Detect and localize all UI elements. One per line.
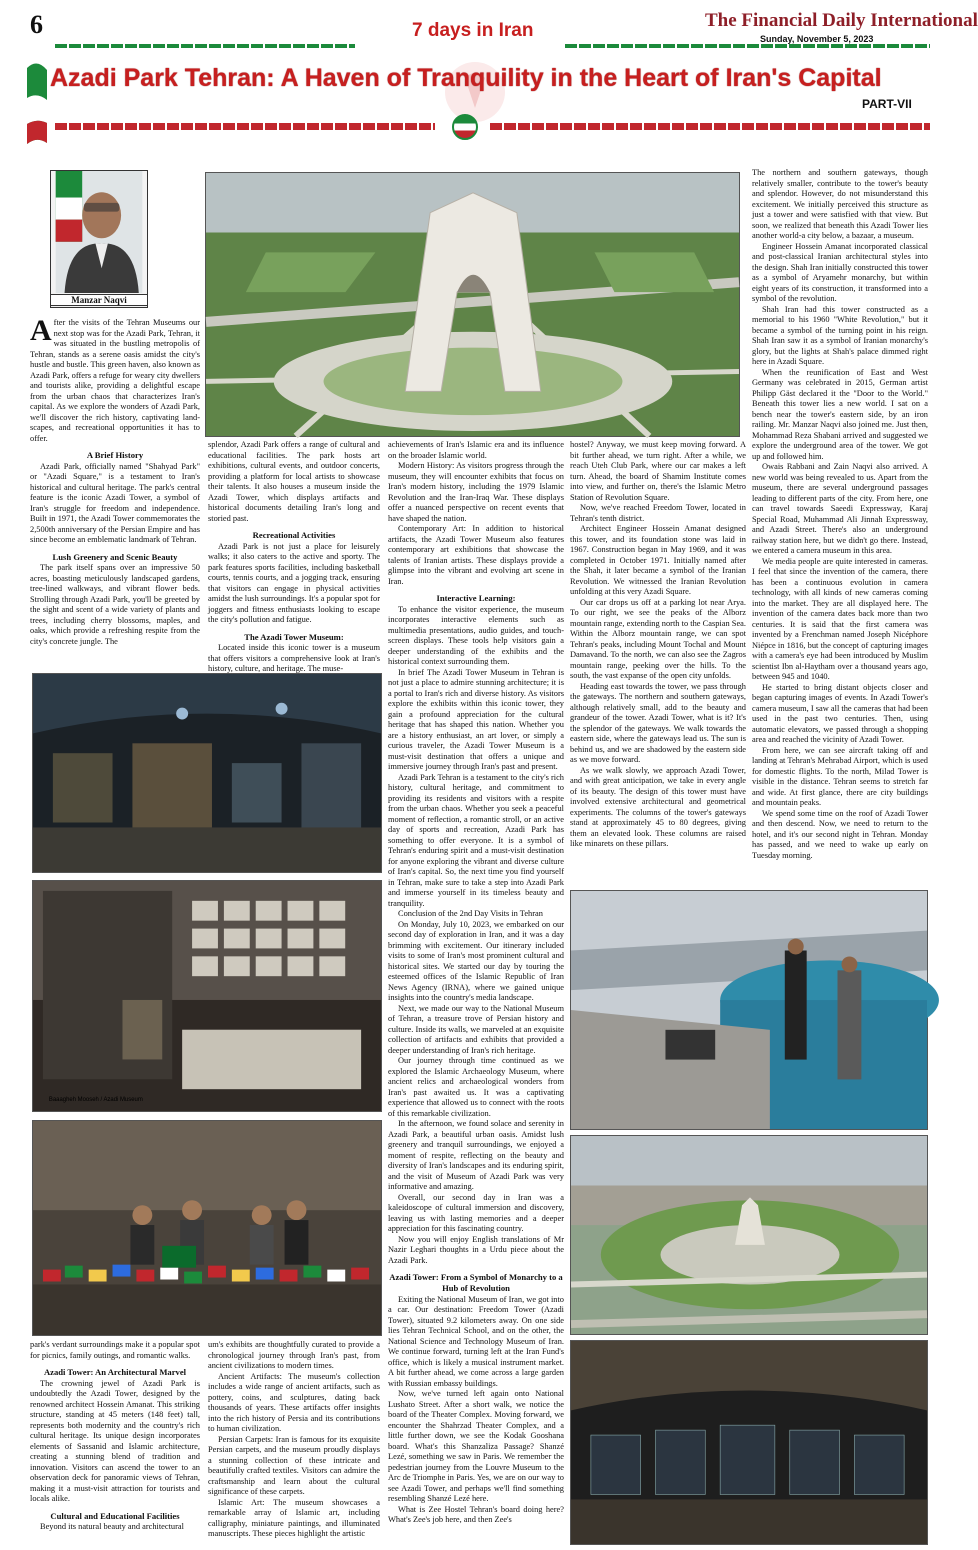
subhead-recreational: Recreational Activities bbox=[252, 530, 336, 540]
newspaper-name: The Financial Daily International bbox=[705, 10, 978, 31]
subhead-brief-history: A Brief History bbox=[86, 450, 144, 460]
intro-paragraph bbox=[30, 314, 200, 444]
paragraph: To enhance the visitor experience, the museum incorporates interactive elements such as multimedia presentations, audio guides, and touch-screen displays. These tools help visitors gain a deeper understanding of the exhibits and the historical context surrounding them. bbox=[388, 604, 564, 667]
paragraph: Azadi Park, officially named "Shahyad Park" or "Azadi Square," is a testament to Iran's historical and cultural heritage. The park's central feature is the iconic Azadi Tower, a symbol of Iran's struggle for freedom and independence. Built in 1971, the Azadi Tower commemorates the 2,500th anniversary of the Persian Empire and has since become an emblematic landmark of Tehran. bbox=[30, 461, 200, 545]
paragraph: Ancient Artifacts: The museum's collection includes a wide range of ancient artifacts, such as pottery, coins, and sculptures, dating back thousands of years. These artifacts offer insights into the rich history of Persia and its contributions to human civilization. bbox=[208, 1371, 380, 1433]
subhead-greenery: Lush Greenery and Scenic Beauty bbox=[52, 551, 178, 562]
subhead-tower-museum: The Azadi Tower Museum: bbox=[244, 631, 344, 642]
paragraph: Conclusion of the 2nd Day Visits in Tehran bbox=[398, 909, 543, 919]
paragraph: Engineer Hossein Amanat incorporated classical and post-classical Iranian architectural styles into the design. Shah Iran initially constructed this tower as a symbol of Aryamehr monarchy, but within eight years of its construction, it transformed into a symbol of the revolution. bbox=[752, 241, 928, 303]
paragraph: In brief The Azadi Tower Museum in Tehran is not just a place to admire stunning architecture; it is a portal to Iran's rich and diverse history. As visitors explore the exhibits within this iconic tower, they gain a profound appreciation for the cultural heritage that has shaped this nation. Whether you are a history enthusiast, an art lover, or simply a curious traveler, the Azadi Tower Museum is a must-visit destination that offers a unique and immersive journey through Iran's past and present. bbox=[388, 667, 564, 772]
part-label: PART-VII bbox=[862, 97, 912, 111]
section-label: 7 days in Iran bbox=[412, 20, 534, 41]
paragraph: Heading east towards the tower, we pass through the gateways. The northern and southern gateways, although relatively small, add to the beauty and grandeur of the tower. Azadi Tower, what is it? It's the splendor of the gateways. We walk towards the eastern side, where the gateways lead us. The sun is behind us, and we are shadowed by the eastern side as we move forward. bbox=[570, 681, 746, 764]
photo-camera-museum bbox=[32, 880, 382, 1112]
paragraph: Modern History: As visitors progress through the museum, they will encounter exhibits that focus on Iran's modern history, including the 1979 Islamic Revolution and the Iran-Iraq War. These displays offer a nuanced perspective on recent events that have shaped the nation. bbox=[388, 461, 564, 523]
drop-cap: A bbox=[30, 314, 52, 347]
paragraph: We media people are quite interested in cameras. I feel that since the invention of the camera, there has been a continuous evolution in camera technology, with all kinds of new cameras coming into the market. They are all displayed here. The invention of the camera dates back more than two centuries. It is said that the first camera was invented by a Frenchman named Joseph Nicéphore Niépce in 1816, but the concept of capturing images with a camera's eye had been introduced by Muslim scientist Ibn al-Haytham over a thousand years ago, between 945 and 1040. bbox=[752, 556, 928, 681]
paragraph: From here, we can see aircraft taking off and landing at Tehran's Mehrabad Airport, which is used for domestic flights. To the north, Milad Tower is visible in the distance. Tehran seems to stretch far and wide. At first glance, there are city buildings and mountain peaks. bbox=[752, 745, 928, 807]
paragraph: Architect Engineer Hossein Amanat designed this tower, and its foundation stone was laid in 1967. Construction began in May 1969, and it was completed in October 1971. Initially named after the Shah, it later became a symbol of the Iranian Revolution. We witnessed the Iranian Revolution unfolding at this very Azadi Square. bbox=[570, 524, 746, 596]
paragraph: Our car drops us off at a parking lot near Arya. To our right, we see the peaks of the Alborz mountain range, extending north to the Caspian Sea. Within the Alborz mountain range, we can spot Tehran's peaks, including Mount Tochal and Mount Damavand. To the north, we can also see the Zagros mountain range, peeking over the hills. To the south, the vast expanse of the open city unfolds. bbox=[570, 597, 746, 680]
page-number: 6 bbox=[30, 10, 43, 39]
paragraph: Now, we've turned left again onto National Lushato Street. After a short walk, we notice the board of the Theater Complex. Moving forward, we encounter the Shahrzad Theater Complex, and a little further down, we see the Kodak Gooshana board. What's this Shanzaliza Passage? Shanzé Lezé, something we saw in Paris. We remember the pedestrian journey from the Louvre Museum to the Arc de Triomphe in Paris. Yes, we are on our way to see Azadi Tower, and perhaps we'll find something resembling Shanzé Lezé here. bbox=[388, 1389, 564, 1504]
photo-caption: Baaagheh Mooseh / Azadi Museum bbox=[48, 1097, 143, 1104]
paragraph: Overall, our second day in Iran was a kaleidoscope of cultural immersion and discovery, leaving us with lasting memories and a deeper appreciation for this fascinating country. bbox=[388, 1192, 564, 1234]
paragraph: hostel? Anyway, we must keep moving forward. A bit further ahead, we turn right. After a while, we reach Uteh Club Park, where our car makes a left turn. Ahead, the board of Shamim Institute comes into view, and further on, there's the Islamic Metro Station of Revolution Square. bbox=[570, 440, 746, 502]
paragraph: We spend some time on the roof of Azadi Tower and then descend. Now, we need to return to the hotel, and it's our second night in Tehran. Monday has passed, and we need to wake up early on Tuesday morning. bbox=[752, 808, 928, 860]
paragraph: Owais Rabbani and Zain Naqvi also arrived. A new world was being revealed to us. Apart from the museum, there are several underground passages leading to different parts of the city. From here, one can travel towards Saeedi Expressway, Karaj Special Road, Muhammad Ali Jinnah Expressway, and Azadi Street. There's also an underground railway station here, but we didn't go there. Instead, we entered a camera museum in this area. bbox=[752, 462, 928, 555]
paragraph: achievements of Iran's Islamic era and its influence on the broader Islamic world. bbox=[388, 440, 564, 460]
paragraph: The crowning jewel of Azadi Park is undoubtedly the Azadi Tower, designed by the renowned architect Hossein Amanat. This striking structure, standing at 45 meters (148 feet) tall, represents both modernity and the country's rich cultural heritage. Its unique design incorporates elements of Sassanid and Islamic architecture, creating a stunning blend of tradition and innovation. Visitors can ascend the tower to an observation deck for panoramic views of Tehran, making it a must-visit attraction for tourists and locals alike. bbox=[30, 1378, 200, 1504]
subhead-interactive: Interactive Learning: bbox=[436, 593, 516, 603]
column-1-continued bbox=[30, 1340, 200, 1545]
column-2-continued bbox=[208, 1340, 380, 1545]
photo-museum-vitrines bbox=[570, 1340, 928, 1545]
paragraph: Shah Iran had this tower constructed as a memorial to his 1960 "White Revolution," but it became a symbol of the turning point in his reign. Shah Iran saw it as a symbol of Iranian monarchy's glory, but the lights at Shah's palace dimmed right here in Azadi Square. bbox=[752, 304, 928, 366]
paragraph: When the reunification of East and West Germany was celebrated in 2015, German artist Philipp Gäst declared it the "Door to the World." Beneath this tower lies a new world. I sat on a bench near the tower's eastern side, by an iron railing. Mr. Manzar Naqvi also joined me. Just then, Mohammad Reza Shabani arrived and suggested we explore the underground area of the tower. We got up and followed him. bbox=[752, 367, 928, 461]
paragraph: Azadi Park Tehran is a testament to the city's rich history, cultural heritage, and commitment to providing its residents and visitors with a respite from the urban chaos. Whether you seek a peaceful moment of reflection, a romantic stroll, or an active day of sports and recreation, Azadi Park has something to offer everyone. It is a symbol of Tehran's enduring spirit and a must-visit destination for anyone exploring the vibrant and diverse culture of Iran's capital. So, the next time you find yourself in Tehran, make sure to take a step into Azadi Park and immerse yourself in its timeless beauty and tranquility. bbox=[388, 772, 564, 908]
paragraph: Now you will enjoy English translations of Mr Nazir Leghari thoughts in a Urdu piece about the Azadi Park. bbox=[388, 1234, 564, 1265]
paragraph: He started to bring distant objects closer and began capturing images of events. In Azadi Tower's camera museum, I saw all the cameras that had been used in the past two centuries. Then, using automatic elevators, we passed through a shopping area and reached the vicinity of Azadi Tower. bbox=[752, 682, 928, 744]
column-5 bbox=[752, 168, 928, 886]
decorative-band-red-left bbox=[55, 123, 435, 130]
paragraph: um's exhibits are thoughtfully curated to provide a chronological journey through Iran's past, from ancient civilizations to modern times. bbox=[208, 1340, 380, 1370]
column-3 bbox=[388, 440, 564, 1543]
photo-azadi-tower-aerial bbox=[205, 172, 740, 437]
paragraph: Exiting the National Museum of Iran, we got into a car. Our destination: Freedom Tower (Azadi Tower), situated 9.2 kilometers away. On one side lies Tehran Technical School, and on the other, the National Science and Technology Museum of Iran. We continue forward, turning left at the Iran Fund's office, which is likely a musical instrument market. A bit further ahead, we come across a large garden with Russian embassy buildings. bbox=[388, 1294, 564, 1388]
intro-text: fter the visits of the Tehran Museums our next stop was for the Azadi Park, Tehran, it was situated in the bustling metropolis of Tehran, stands as a serene oasis amidst the city's hustle and bustle. This green haven, also known as Azadi Park, offers a refuge for weary city dwellers and tourists alike, providing a delightful escape from the urban chaos that characterizes Iran's capital. As we explore the wonders of Azadi Park, we'll discover the rich history, captivating land-scapes, and recreational opportunities it has to offer. bbox=[30, 318, 200, 443]
photo-group-with-flags bbox=[32, 1120, 382, 1336]
author-photo bbox=[50, 170, 148, 308]
paragraph: Located inside this iconic tower is a museum that offers visitors a comprehensive look at Iran's history, culture, and heritage. The muse- bbox=[208, 643, 380, 674]
paragraph: What is Zee Hostel Tehran's board doing here? What's Zee's job here, and then Zee's bbox=[388, 1504, 564, 1525]
paragraph: Azadi Park is not just a place for leisurely walks; it also caters to the active and sporty. The park features sports facilities, including basketball courts, tennis courts, and a jogging track, ensuring that visitors can engage in physical activities amidst the lush surroundings. It's a popular spot for joggers and fitness enthusiasts looking to escape the city's pollution and fatigue. bbox=[208, 541, 381, 625]
paragraph: The northern and southern gateways, though relatively smaller, contribute to the tower's beauty and splendor. However, do not misunderstand this excitement. We initially perceived this structure as just a tower and were satisfied with that view. But soon, we realized that beneath this Azadi Tower lies another world-a city below, a bazaar, a museum. bbox=[752, 168, 928, 240]
paragraph: Next, we made our way to the National Museum of Tehran, a treasure trove of Persian history and culture. Inside its walls, we marveled at an exquisite collection of artifacts and exhibits that provided a deeper understanding of Iran's rich heritage. bbox=[388, 1003, 564, 1055]
subhead-cultural-facilities: Cultural and Educational Facilities bbox=[50, 1510, 180, 1521]
photo-aerial-square bbox=[570, 1135, 928, 1335]
column-1 bbox=[30, 314, 200, 673]
paragraph: Now, we've reached Freedom Tower, located in Tehran's tenth district. bbox=[570, 503, 746, 523]
paragraph: Contemporary Art: In addition to historical artifacts, the Azadi Tower Museum also features contemporary art exhibitions that showcase the talents of Iranian artists. These displays provide a glimpse into the vibrant and evolving art scene in Iran. bbox=[388, 524, 564, 586]
flag-emblem bbox=[452, 114, 478, 140]
paragraph: park's verdant surroundings make it a popular spot for picnics, family outings, and romantic walks. bbox=[30, 1340, 200, 1360]
paragraph: Islamic Art: The museum showcases a remarkable array of Islamic art, including calligraphy, miniature paintings, and illuminated manuscripts. These pieces highlight the artistic bbox=[208, 1497, 380, 1538]
issue-date: Sunday, November 5, 2023 bbox=[760, 34, 874, 44]
paragraph: Persian Carpets: Iran is famous for its exquisite Persian carpets, and the museum proudly displays a stunning collection of these intricate and beautifully crafted textiles. Visitors can admire the craftsmanship and learn about the cultural significance of these carpets. bbox=[208, 1434, 380, 1496]
paragraph: On Monday, July 10, 2023, we embarked on our second day of exploration in Iran, and it was a day brimming with excitement. Our itinerary included visits to some of Iran's most prominent cultural and historical sites. We started our day by touring the esteemed offices of the Islamic Republic of Iran News Agency (IRNA), where we gained unique insights into the country's media landscape. bbox=[388, 919, 564, 1003]
paragraph: As we walk slowly, we approach Azadi Tower, and with great anticipation, we take in every angle of its beauty. The design of this tower must have involved extensive architectural and geometrical experiments. The columns of the tower's gateways stand at approximately 45 to 80 degrees, giving them an elevated look. These columns are raised like minarets on these pillars. bbox=[570, 765, 746, 848]
decorative-band-red-right bbox=[490, 123, 930, 130]
paragraph: Our journey through time continued as we explored the Islamic Archaeology Museum, where ancient relics and archaeological wonders from Iran's past awaited us. It was a captivating experience that allowed us to connect with the roots of this remarkable civilization. bbox=[388, 1056, 564, 1118]
headline: Azadi Park Tehran: A Haven of Tranquility in the Heart of Iran's Capital bbox=[50, 64, 882, 92]
paragraph: splendor, Azadi Park offers a range of cultural and educational facilities. The park hosts art exhibitions, cultural events, and outdoor concerts, providing a platform for local artists to showcase their talents. It also houses a museum inside the Azadi Tower, which displays artifacts and historical documents detailing Iran's long and storied past. bbox=[208, 440, 380, 523]
column-2 bbox=[208, 440, 380, 673]
paragraph: In the afternoon, we found solace and serenity in Azadi Park, a beautiful urban oasis. Amidst lush greenery and tranquil surroundings, we enjoyed a moment of respite, reflecting on the beauty and diversity of Iran's landscapes and its enduring spirit, and the visit of Museum of Azadi Park was very informative and amazing. bbox=[388, 1119, 564, 1192]
paragraph: The park itself spans over an impressive 50 acres, boasting meticulously landscaped gardens, tree-lined walkways, and vibrant flower beds. Strolling through Azadi Park, you'll be greeted by the sight and scent of a wide variety of plants and trees, including cherry blossoms, maples, and oaks, which provide a refreshing respite from the city's concrete jungle. The bbox=[30, 563, 200, 646]
masthead bbox=[0, 0, 978, 160]
paragraph: Beyond its natural beauty and architectural bbox=[40, 1522, 184, 1532]
subhead-azadi-tower-symbol: Azadi Tower: From a Symbol of Monarchy to a Hub of Revolution bbox=[389, 1272, 563, 1293]
photo-museum-interior bbox=[32, 673, 382, 873]
photo-tower-rooftop bbox=[570, 890, 928, 1130]
column-4 bbox=[570, 440, 746, 848]
subhead-architectural-marvel: Azadi Tower: An Architectural Marvel bbox=[43, 1367, 187, 1377]
author-name: Manzar Naqvi bbox=[50, 294, 148, 306]
